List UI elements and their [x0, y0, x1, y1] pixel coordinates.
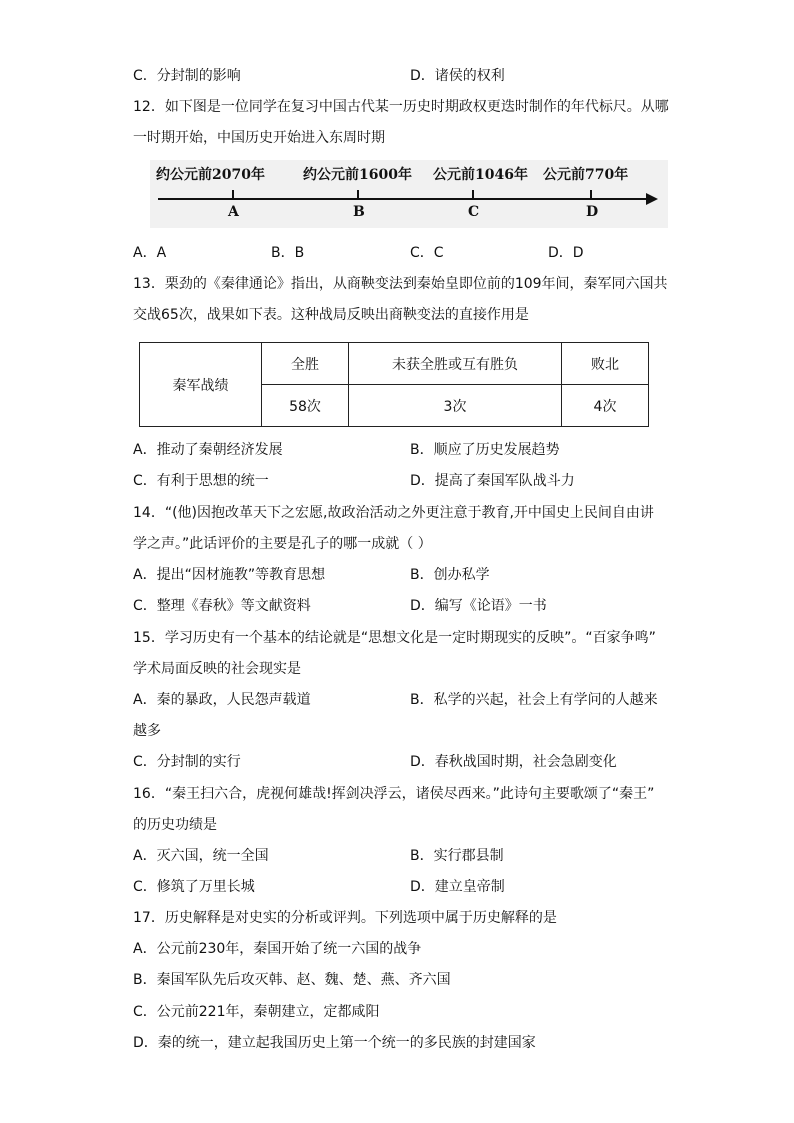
q16-stem-line2: 的历史功绩是 [133, 817, 217, 833]
q11-option-d: D．诸侯的权利 [410, 68, 505, 84]
table-header-win: 全胜 [262, 343, 349, 385]
q13-option-d: D．提高了秦国军队战斗力 [410, 473, 575, 489]
q12-stem-line2: 一时期开始，中国历史开始进入东周时期 [133, 130, 385, 146]
timeline-label-b: B [353, 204, 365, 220]
q16-option-c: C．修筑了万里长城 [133, 879, 255, 895]
q11-option-c: C．分封制的影响 [133, 68, 241, 84]
q12-option-a: A．A [133, 245, 167, 261]
q17-option-c: C．公元前221年，秦朝建立，定都咸阳 [133, 1004, 380, 1020]
q16-option-b: B．实行郡县制 [410, 848, 504, 864]
q12-timeline-figure [150, 160, 668, 228]
q15-stem-line2: 学术局面反映的社会现实是 [133, 661, 301, 677]
q13-results-table [139, 342, 649, 427]
table-cell-loss: 4次 [562, 385, 649, 427]
timeline-arrow-icon [646, 193, 658, 205]
q14-option-a: A．提出“因材施教”等教育思想 [133, 567, 326, 583]
q14-stem-line2: 学之声。”此话评价的主要是孔子的哪一成就（ ） [133, 536, 432, 552]
q17-option-d: D．秦的统一，建立起我国历史上第一个统一的多民族的封建国家 [133, 1035, 536, 1051]
timeline-label-d: D [586, 204, 599, 220]
q12-option-b: B．B [271, 245, 305, 261]
table-header-loss: 败北 [562, 343, 649, 385]
timeline-label-a: A [228, 204, 239, 220]
q15-option-b: B．私学的兴起，社会上有学问的人越来 [410, 692, 658, 708]
timeline-date-b: 约公元前1600年 [303, 167, 412, 183]
timeline-tick-a [232, 190, 234, 199]
q16-option-d: D．建立皇帝制 [410, 879, 505, 895]
table-row-header: 秦军战绩 [140, 343, 262, 427]
timeline-tick-d [590, 190, 592, 199]
q15-option-c: C．分封制的实行 [133, 754, 241, 770]
q16-stem-line1: 16．“秦王扫六合，虎视何雄哉!挥剑决浮云，诸侯尽西来。”此诗句主要歌颂了“秦王” [133, 786, 655, 802]
q13-option-a: A．推动了秦朝经济发展 [133, 442, 283, 458]
q14-option-b: B．创办私学 [410, 567, 490, 583]
timeline-label-c: C [468, 204, 480, 220]
q13-stem-line1: 13．栗劲的《秦律通论》指出，从商鞅变法到秦始皇即位前的109年间，秦军同六国共 [133, 276, 668, 292]
q15-stem-line1: 15．学习历史有一个基本的结论就是“思想文化是一定时期现实的反映”。“百家争鸣” [133, 630, 656, 646]
q15-option-a: A．秦的暴政，人民怨声载道 [133, 692, 311, 708]
q14-stem-line1: 14．“(他)因抱改革天下之宏愿,故政治活动之外更注意于教育,开中国史上民间自由讲 [133, 505, 654, 521]
table-cell-draw: 3次 [349, 385, 562, 427]
timeline-date-a: 约公元前2070年 [156, 167, 265, 183]
q14-option-c: C．整理《春秋》等文献资料 [133, 598, 311, 614]
q14-option-d: D．编写《论语》一书 [410, 598, 547, 614]
q17-option-a: A．公元前230年，秦国开始了统一六国的战争 [133, 941, 422, 957]
q13-option-b: B．顺应了历史发展趋势 [410, 442, 560, 458]
q13-option-c: C．有利于思想的统一 [133, 473, 269, 489]
q16-option-a: A．灭六国，统一全国 [133, 848, 269, 864]
q12-option-d: D．D [548, 245, 584, 261]
q17-stem: 17．历史解释是对史实的分析或评判。下列选项中属于历史解释的是 [133, 910, 557, 926]
q15-option-b-continued: 越多 [133, 723, 161, 739]
table-header-draw: 未获全胜或互有胜负 [349, 343, 562, 385]
timeline-date-c: 公元前1046年 [433, 167, 528, 183]
q12-stem-line1: 12．如下图是一位同学在复习中国古代某一历史时期政权更迭时制作的年代标尺。从哪 [133, 99, 669, 115]
q12-option-c: C．C [410, 245, 444, 261]
timeline-tick-c [472, 190, 474, 199]
table-cell-win: 58次 [262, 385, 349, 427]
timeline-date-d: 公元前770年 [543, 167, 629, 183]
q17-option-b: B．秦国军队先后攻灭韩、赵、魏、楚、燕、齐六国 [133, 972, 451, 988]
q15-option-d: D．春秋战国时期，社会急剧变化 [410, 754, 617, 770]
timeline-tick-b [357, 190, 359, 199]
q13-stem-line2: 交战65次，战果如下表。这种战局反映出商鞅变法的直接作用是 [133, 307, 529, 323]
